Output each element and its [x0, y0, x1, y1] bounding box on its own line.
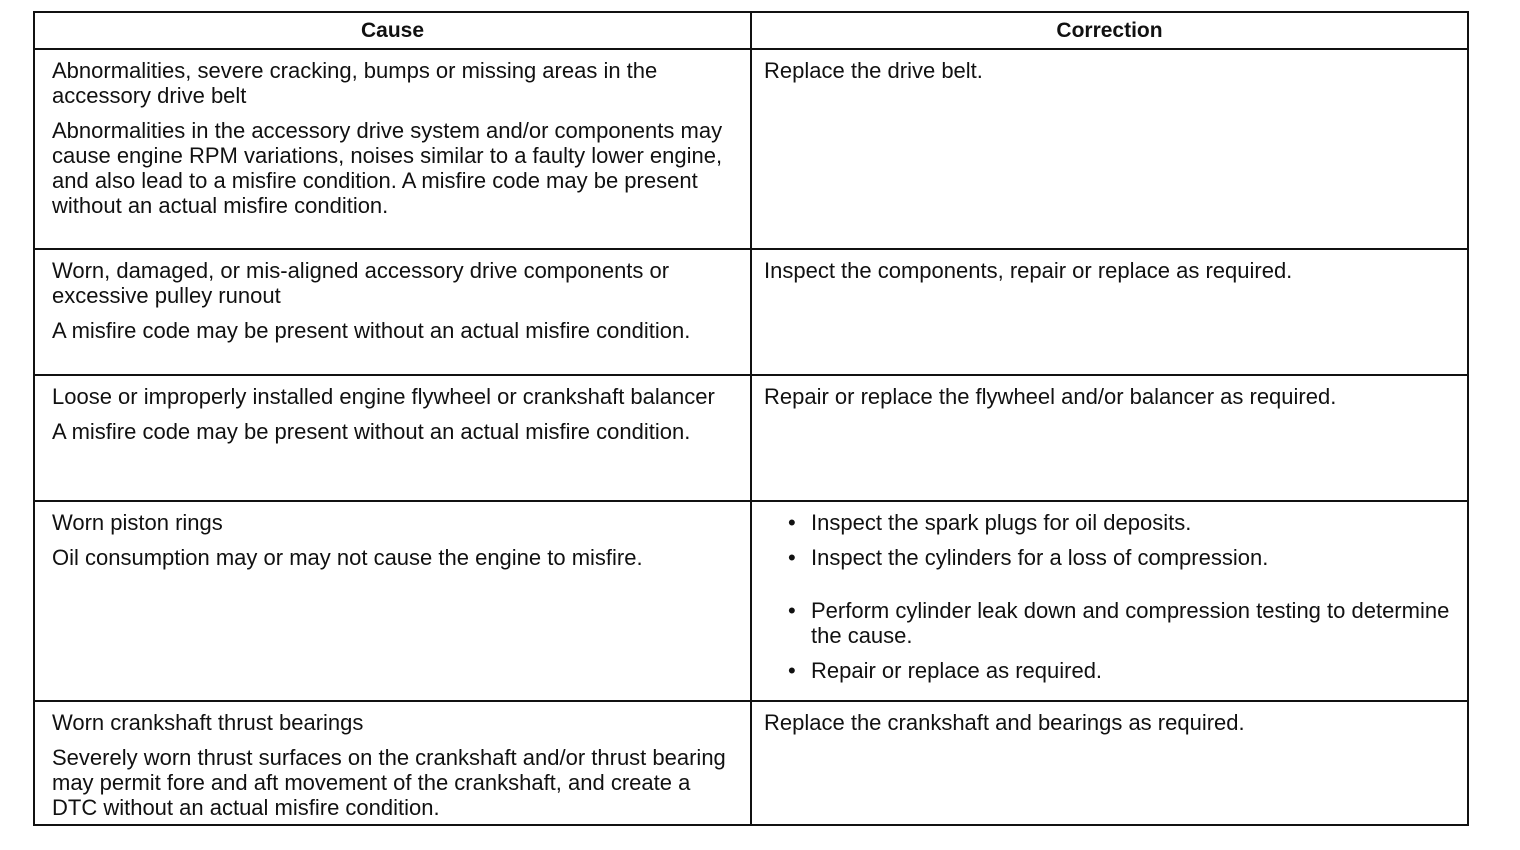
cause-title: Worn piston rings	[52, 510, 223, 535]
cause-title: Worn crankshaft thrust bearings	[52, 710, 364, 735]
cause-note: Oil consumption may or may not cause the engine to misfire.	[52, 545, 643, 570]
list-item: • Repair or replace as required.	[788, 658, 1457, 683]
cause-cell	[34, 49, 751, 249]
correction-cell: Inspect the components, repair or replace as required.	[751, 249, 1468, 375]
correction-cell: Replace the drive belt.	[751, 49, 1468, 249]
correction-cell	[751, 501, 1468, 701]
table-row	[34, 249, 1468, 375]
cause-cell	[34, 701, 751, 825]
list-item: • Perform cylinder leak down and compression testing to determine the cause.	[788, 598, 1457, 648]
table-row	[34, 701, 1468, 825]
header-cause: Cause	[34, 12, 751, 49]
list-item: • Inspect the cylinders for a loss of compression.	[788, 545, 1457, 570]
cause-note: A misfire code may be present without an actual misfire condition.	[52, 318, 691, 343]
cause-title: Loose or improperly installed engine flywheel or crankshaft balancer	[52, 384, 715, 409]
list-item: • Inspect the spark plugs for oil deposits.	[788, 510, 1457, 535]
table-row	[34, 501, 1468, 701]
table-row	[34, 375, 1468, 501]
table-row	[34, 49, 1468, 249]
header-correction: Correction	[751, 12, 1468, 49]
cause-note: A misfire code may be present without an actual misfire condition.	[52, 419, 691, 444]
cause-note: Abnormalities in the accessory drive system and/or components may cause engine RPM variations, noises similar to a faulty lower engine, and also lead to a misfire condition. A misfire code may be present without an actual misfire condition.	[52, 118, 723, 218]
cause-title: Abnormalities, severe cracking, bumps or missing areas in the accessory drive belt	[52, 58, 658, 108]
cause-title: Worn, damaged, or mis-aligned accessory drive components or excessive pulley runout	[52, 258, 670, 308]
cause-correction-table	[33, 11, 1469, 826]
cause-note: Severely worn thrust surfaces on the crankshaft and/or thrust bearing may permit fore and aft movement of the crankshaft, and create a DTC without an actual misfire condition.	[52, 745, 726, 820]
cause-cell	[34, 249, 751, 375]
cause-cell	[34, 375, 751, 501]
correction-cell: Repair or replace the flywheel and/or balancer as required.	[751, 375, 1468, 501]
correction-steps-list	[764, 510, 1457, 683]
header-row	[34, 12, 1468, 49]
correction-cell: Replace the crankshaft and bearings as required.	[751, 701, 1468, 825]
cause-cell	[34, 501, 751, 701]
